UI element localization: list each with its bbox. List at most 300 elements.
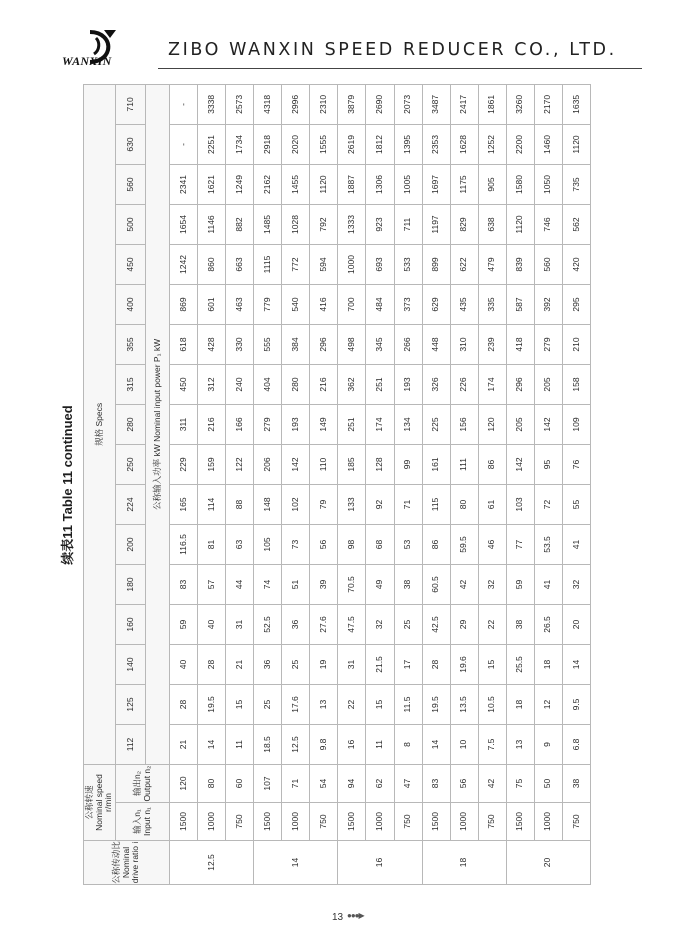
power-value-cell: 79 xyxy=(310,484,338,524)
spec-size-header: 710 xyxy=(116,84,146,124)
spec-size-header: 630 xyxy=(116,124,146,164)
power-value-cell: 266 xyxy=(394,324,422,364)
power-value-cell: 57 xyxy=(198,564,226,604)
input-speed-cell: 1000 xyxy=(366,803,394,841)
table-row xyxy=(534,84,562,884)
power-value-cell: 11 xyxy=(226,724,254,764)
power-value-cell: 32 xyxy=(366,604,394,644)
spec-size-header: 224 xyxy=(116,484,146,524)
output-speed-cell: 60 xyxy=(226,764,254,802)
power-value-cell: 450 xyxy=(170,364,198,404)
power-value-cell: 1812 xyxy=(366,124,394,164)
power-value-cell: 59 xyxy=(170,604,198,644)
power-value-cell: - xyxy=(170,124,198,164)
power-value-cell: 1635 xyxy=(562,84,590,124)
table-row xyxy=(198,84,226,884)
power-value-cell: 161 xyxy=(422,444,450,484)
power-value-cell: 14 xyxy=(422,724,450,764)
input-speed-cell: 750 xyxy=(478,803,506,841)
specs-header: 规格 Specs xyxy=(84,84,116,764)
power-rating-table xyxy=(83,84,591,885)
power-value-cell: 1242 xyxy=(170,244,198,284)
power-value-cell: 10.5 xyxy=(478,684,506,724)
power-value-cell: 1555 xyxy=(310,124,338,164)
table-row xyxy=(254,84,282,884)
power-value-cell: 49 xyxy=(366,564,394,604)
power-value-cell: 9 xyxy=(534,724,562,764)
power-value-cell: 80 xyxy=(450,484,478,524)
power-value-cell: 1120 xyxy=(310,164,338,204)
power-value-cell: 9.5 xyxy=(562,684,590,724)
power-header: 公称输入功率 kW Nominal input power P₁ kW xyxy=(146,84,170,764)
power-value-cell: 22 xyxy=(478,604,506,644)
power-value-cell: 14 xyxy=(198,724,226,764)
power-value-cell: 279 xyxy=(534,324,562,364)
power-value-cell: 693 xyxy=(366,244,394,284)
page-number: 13 xyxy=(332,912,344,923)
output-speed-cell: 107 xyxy=(254,764,282,802)
power-value-cell: 32 xyxy=(478,564,506,604)
power-value-cell: 384 xyxy=(282,324,310,364)
power-value-cell: 869 xyxy=(170,284,198,324)
power-value-cell: 105 xyxy=(254,524,282,564)
power-value-cell: 133 xyxy=(338,484,366,524)
output-speed-cell: 80 xyxy=(198,764,226,802)
power-value-cell: 111 xyxy=(450,444,478,484)
power-value-cell: 1120 xyxy=(506,204,534,244)
power-value-cell: 251 xyxy=(366,364,394,404)
power-value-cell: 72 xyxy=(534,484,562,524)
power-value-cell: 14 xyxy=(562,644,590,684)
input-speed-cell: 750 xyxy=(394,803,422,841)
power-value-cell: - xyxy=(170,84,198,124)
power-value-cell: 2251 xyxy=(198,124,226,164)
power-value-cell: 115 xyxy=(422,484,450,524)
power-value-cell: 142 xyxy=(282,444,310,484)
power-value-cell: 71 xyxy=(394,484,422,524)
output-speed-cell: 75 xyxy=(506,764,534,802)
input-speed-cell: 1500 xyxy=(170,803,198,841)
power-value-cell: 86 xyxy=(422,524,450,564)
power-value-cell: 923 xyxy=(366,204,394,244)
power-value-cell: 1306 xyxy=(366,164,394,204)
power-value-cell: 735 xyxy=(562,164,590,204)
power-value-cell: 61 xyxy=(478,484,506,524)
power-value-cell: 103 xyxy=(506,484,534,524)
company-logo xyxy=(60,28,140,76)
power-value-cell: 555 xyxy=(254,324,282,364)
power-value-cell: 2690 xyxy=(366,84,394,124)
input-speed-cell: 1500 xyxy=(254,803,282,841)
power-value-cell: 448 xyxy=(422,324,450,364)
power-value-cell: 404 xyxy=(254,364,282,404)
logo-text: WANXIN xyxy=(62,54,112,68)
input-speed-cell: 1000 xyxy=(198,803,226,841)
power-value-cell: 882 xyxy=(226,204,254,244)
spec-size-header: 450 xyxy=(116,244,146,284)
power-value-cell: 83 xyxy=(170,564,198,604)
input-speed-cell: 1500 xyxy=(506,803,534,841)
power-value-cell: 392 xyxy=(534,284,562,324)
power-value-cell: 330 xyxy=(226,324,254,364)
power-value-cell: 174 xyxy=(366,404,394,444)
power-value-cell: 19.5 xyxy=(198,684,226,724)
power-value-cell: 17.6 xyxy=(282,684,310,724)
power-value-cell: 618 xyxy=(170,324,198,364)
output-speed-cell: 120 xyxy=(170,764,198,802)
power-value-cell: 88 xyxy=(226,484,254,524)
power-value-cell: 229 xyxy=(170,444,198,484)
power-value-cell: 2417 xyxy=(450,84,478,124)
table-row xyxy=(282,84,310,884)
power-value-cell: 99 xyxy=(394,444,422,484)
output-speed-cell: 47 xyxy=(394,764,422,802)
power-value-cell: 41 xyxy=(534,564,562,604)
power-value-cell: 206 xyxy=(254,444,282,484)
power-value-cell: 7.5 xyxy=(478,724,506,764)
power-value-cell: 1249 xyxy=(226,164,254,204)
power-value-cell: 1146 xyxy=(198,204,226,244)
power-value-cell: 1120 xyxy=(562,124,590,164)
power-value-cell: 56 xyxy=(310,524,338,564)
power-value-cell: 533 xyxy=(394,244,422,284)
power-value-cell: 638 xyxy=(478,204,506,244)
power-value-cell: 116.5 xyxy=(170,524,198,564)
page-header xyxy=(0,0,700,80)
power-value-cell: 12.5 xyxy=(282,724,310,764)
power-value-cell: 311 xyxy=(170,404,198,444)
power-value-cell: 193 xyxy=(394,364,422,404)
rotated-table-area xyxy=(55,85,615,885)
power-value-cell: 46 xyxy=(478,524,506,564)
power-value-cell: 2200 xyxy=(506,124,534,164)
output-speed-cell: 56 xyxy=(450,764,478,802)
power-value-cell: 77 xyxy=(506,524,534,564)
power-value-cell: 11 xyxy=(366,724,394,764)
power-value-cell: 205 xyxy=(534,364,562,404)
ratio-cell: 20 xyxy=(506,841,590,885)
power-value-cell: 1005 xyxy=(394,164,422,204)
power-value-cell: 239 xyxy=(478,324,506,364)
power-value-cell: 9.8 xyxy=(310,724,338,764)
input-speed-cell: 1500 xyxy=(422,803,450,841)
power-value-cell: 2310 xyxy=(310,84,338,124)
power-value-cell: 174 xyxy=(478,364,506,404)
power-value-cell: 74 xyxy=(254,564,282,604)
power-value-cell: 68 xyxy=(366,524,394,564)
power-value-cell: 31 xyxy=(226,604,254,644)
power-value-cell: 1395 xyxy=(394,124,422,164)
output-speed-cell: 83 xyxy=(422,764,450,802)
power-value-cell: 1697 xyxy=(422,164,450,204)
power-value-cell: 312 xyxy=(198,364,226,404)
power-value-cell: 296 xyxy=(506,364,534,404)
power-value-cell: 1654 xyxy=(170,204,198,244)
power-value-cell: 779 xyxy=(254,284,282,324)
power-value-cell: 746 xyxy=(534,204,562,244)
output-speed-cell: 94 xyxy=(338,764,366,802)
power-value-cell: 76 xyxy=(562,444,590,484)
power-value-cell: 226 xyxy=(450,364,478,404)
power-value-cell: 2020 xyxy=(282,124,310,164)
output-speed-cell: 42 xyxy=(478,764,506,802)
table-row xyxy=(422,84,450,884)
spec-size-header: 125 xyxy=(116,684,146,724)
power-value-cell: 335 xyxy=(478,284,506,324)
power-value-cell: 22 xyxy=(338,684,366,724)
power-value-cell: 39 xyxy=(310,564,338,604)
power-value-cell: 31 xyxy=(338,644,366,684)
power-value-cell: 3879 xyxy=(338,84,366,124)
power-value-cell: 1028 xyxy=(282,204,310,244)
input-speed-cell: 750 xyxy=(226,803,254,841)
power-value-cell: 25.5 xyxy=(506,644,534,684)
power-value-cell: 420 xyxy=(562,244,590,284)
power-value-cell: 53.5 xyxy=(534,524,562,564)
power-value-cell: 700 xyxy=(338,284,366,324)
power-value-cell: 21 xyxy=(226,644,254,684)
power-value-cell: 158 xyxy=(562,364,590,404)
power-value-cell: 21.5 xyxy=(366,644,394,684)
spec-size-header: 180 xyxy=(116,564,146,604)
spec-size-header: 112 xyxy=(116,724,146,764)
power-value-cell: 120 xyxy=(478,404,506,444)
power-value-cell: 40 xyxy=(198,604,226,644)
power-value-cell: 59 xyxy=(506,564,534,604)
power-value-cell: 165 xyxy=(170,484,198,524)
power-value-cell: 629 xyxy=(422,284,450,324)
power-value-cell: 1460 xyxy=(534,124,562,164)
power-value-cell: 110 xyxy=(310,444,338,484)
power-value-cell: 428 xyxy=(198,324,226,364)
table-title: 续表11 Table 11 continued xyxy=(60,405,75,565)
power-value-cell: 59.5 xyxy=(450,524,478,564)
power-value-cell: 86 xyxy=(478,444,506,484)
spec-size-header: 560 xyxy=(116,164,146,204)
output-speed-cell: 62 xyxy=(366,764,394,802)
power-value-cell: 1580 xyxy=(506,164,534,204)
power-value-cell: 11.5 xyxy=(394,684,422,724)
power-value-cell: 73 xyxy=(282,524,310,564)
table-row xyxy=(450,84,478,884)
power-value-cell: 2619 xyxy=(338,124,366,164)
power-value-cell: 92 xyxy=(366,484,394,524)
power-value-cell: 345 xyxy=(366,324,394,364)
power-value-cell: 38 xyxy=(506,604,534,644)
power-value-cell: 159 xyxy=(198,444,226,484)
power-value-cell: 587 xyxy=(506,284,534,324)
spec-size-header: 500 xyxy=(116,204,146,244)
power-value-cell: 63 xyxy=(226,524,254,564)
power-value-cell: 225 xyxy=(422,404,450,444)
power-value-cell: 2162 xyxy=(254,164,282,204)
power-value-cell: 148 xyxy=(254,484,282,524)
ratio-cell: 12.5 xyxy=(170,841,254,885)
power-value-cell: 562 xyxy=(562,204,590,244)
power-value-cell: 18 xyxy=(534,644,562,684)
power-value-cell: 3338 xyxy=(198,84,226,124)
power-value-cell: 19.6 xyxy=(450,644,478,684)
power-value-cell: 540 xyxy=(282,284,310,324)
table-row xyxy=(506,84,534,884)
input-speed-cell: 750 xyxy=(562,803,590,841)
power-value-cell: 1628 xyxy=(450,124,478,164)
power-value-cell: 142 xyxy=(534,404,562,444)
power-value-cell: 60.5 xyxy=(422,564,450,604)
power-value-cell: 560 xyxy=(534,244,562,284)
header-rule xyxy=(158,68,642,69)
power-value-cell: 142 xyxy=(506,444,534,484)
spec-size-header: 200 xyxy=(116,524,146,564)
power-value-cell: 36 xyxy=(282,604,310,644)
power-value-cell: 52.5 xyxy=(254,604,282,644)
power-value-cell: 32 xyxy=(562,564,590,604)
power-value-cell: 51 xyxy=(282,564,310,604)
power-value-cell: 17 xyxy=(394,644,422,684)
power-value-cell: 1734 xyxy=(226,124,254,164)
table-row xyxy=(170,84,198,884)
power-value-cell: 42 xyxy=(450,564,478,604)
power-value-cell: 156 xyxy=(450,404,478,444)
power-value-cell: 2073 xyxy=(394,84,422,124)
power-value-cell: 13 xyxy=(506,724,534,764)
power-value-cell: 484 xyxy=(366,284,394,324)
power-value-cell: 10 xyxy=(450,724,478,764)
spec-size-header: 315 xyxy=(116,364,146,404)
power-value-cell: 498 xyxy=(338,324,366,364)
power-value-cell: 3487 xyxy=(422,84,450,124)
power-value-cell: 81 xyxy=(198,524,226,564)
power-value-cell: 205 xyxy=(506,404,534,444)
power-value-cell: 1333 xyxy=(338,204,366,244)
power-value-cell: 13.5 xyxy=(450,684,478,724)
power-value-cell: 102 xyxy=(282,484,310,524)
ratio-cell: 14 xyxy=(254,841,338,885)
spec-size-header: 355 xyxy=(116,324,146,364)
input-speed-header: 输入n₁ Input n₁ xyxy=(116,803,170,841)
table-row xyxy=(338,84,366,884)
table-row xyxy=(394,84,422,884)
power-value-cell: 12 xyxy=(534,684,562,724)
power-value-cell: 26.5 xyxy=(534,604,562,644)
power-value-cell: 25 xyxy=(282,644,310,684)
power-value-cell: 479 xyxy=(478,244,506,284)
power-value-cell: 3260 xyxy=(506,84,534,124)
power-value-cell: 711 xyxy=(394,204,422,244)
power-value-cell: 2573 xyxy=(226,84,254,124)
power-value-cell: 109 xyxy=(562,404,590,444)
output-speed-cell: 38 xyxy=(562,764,590,802)
output-speed-cell: 54 xyxy=(310,764,338,802)
power-value-cell: 134 xyxy=(394,404,422,444)
power-value-cell: 4318 xyxy=(254,84,282,124)
power-value-cell: 42.5 xyxy=(422,604,450,644)
power-value-cell: 362 xyxy=(338,364,366,404)
power-value-cell: 25 xyxy=(254,684,282,724)
power-value-cell: 6.8 xyxy=(562,724,590,764)
power-value-cell: 829 xyxy=(450,204,478,244)
power-value-cell: 435 xyxy=(450,284,478,324)
power-value-cell: 25 xyxy=(394,604,422,644)
power-value-cell: 296 xyxy=(310,324,338,364)
power-value-cell: 279 xyxy=(254,404,282,444)
table-row xyxy=(310,84,338,884)
power-value-cell: 47.5 xyxy=(338,604,366,644)
table-body xyxy=(170,84,591,884)
power-value-cell: 280 xyxy=(282,364,310,404)
power-value-cell: 16 xyxy=(338,724,366,764)
ratio-header: 公称传动比 Nominal drive ratio i xyxy=(84,841,170,885)
power-value-cell: 122 xyxy=(226,444,254,484)
power-value-cell: 15 xyxy=(366,684,394,724)
power-value-cell: 21 xyxy=(170,724,198,764)
power-value-cell: 2170 xyxy=(534,84,562,124)
power-value-cell: 240 xyxy=(226,364,254,404)
power-value-cell: 622 xyxy=(450,244,478,284)
power-value-cell: 53 xyxy=(394,524,422,564)
power-value-cell: 839 xyxy=(506,244,534,284)
power-value-cell: 251 xyxy=(338,404,366,444)
power-value-cell: 55 xyxy=(562,484,590,524)
power-value-cell: 210 xyxy=(562,324,590,364)
output-speed-cell: 71 xyxy=(282,764,310,802)
power-value-cell: 98 xyxy=(338,524,366,564)
power-value-cell: 326 xyxy=(422,364,450,404)
power-value-cell: 899 xyxy=(422,244,450,284)
power-value-cell: 905 xyxy=(478,164,506,204)
output-speed-cell: 50 xyxy=(534,764,562,802)
power-value-cell: 1455 xyxy=(282,164,310,204)
power-value-cell: 1000 xyxy=(338,244,366,284)
power-value-cell: 20 xyxy=(562,604,590,644)
power-value-cell: 128 xyxy=(366,444,394,484)
spec-size-header: 250 xyxy=(116,444,146,484)
power-value-cell: 18.5 xyxy=(254,724,282,764)
power-value-cell: 18 xyxy=(506,684,534,724)
input-speed-cell: 750 xyxy=(310,803,338,841)
power-value-cell: 19 xyxy=(310,644,338,684)
power-value-cell: 216 xyxy=(198,404,226,444)
power-value-cell: 216 xyxy=(310,364,338,404)
power-value-cell: 2996 xyxy=(282,84,310,124)
input-speed-cell: 1000 xyxy=(450,803,478,841)
spec-size-header: 280 xyxy=(116,404,146,444)
power-value-cell: 193 xyxy=(282,404,310,444)
power-value-cell: 2353 xyxy=(422,124,450,164)
power-value-cell: 2341 xyxy=(170,164,198,204)
power-value-cell: 1050 xyxy=(534,164,562,204)
power-value-cell: 29 xyxy=(450,604,478,644)
power-value-cell: 41 xyxy=(562,524,590,564)
power-value-cell: 27.6 xyxy=(310,604,338,644)
company-name: ZIBO WANXIN SPEED REDUCER CO., LTD. xyxy=(168,40,617,60)
power-value-cell: 1175 xyxy=(450,164,478,204)
power-value-cell: 1621 xyxy=(198,164,226,204)
power-value-cell: 15 xyxy=(478,644,506,684)
power-value-cell: 1887 xyxy=(338,164,366,204)
table-row xyxy=(226,84,254,884)
power-value-cell: 114 xyxy=(198,484,226,524)
power-value-cell: 772 xyxy=(282,244,310,284)
power-value-cell: 295 xyxy=(562,284,590,324)
power-value-cell: 860 xyxy=(198,244,226,284)
spec-size-header: 400 xyxy=(116,284,146,324)
spec-size-header: 140 xyxy=(116,644,146,684)
power-value-cell: 70.5 xyxy=(338,564,366,604)
power-value-cell: 1861 xyxy=(478,84,506,124)
power-value-cell: 40 xyxy=(170,644,198,684)
power-value-cell: 19.5 xyxy=(422,684,450,724)
